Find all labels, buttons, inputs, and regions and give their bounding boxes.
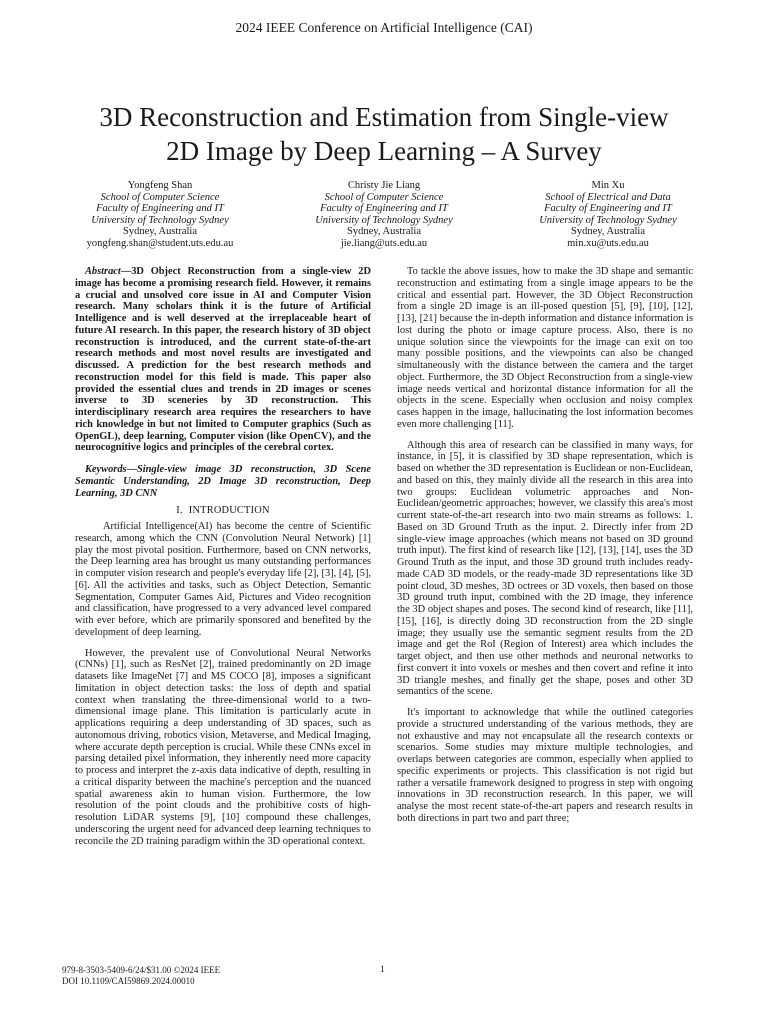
- author-email: min.xu@uts.edu.au: [567, 237, 649, 249]
- author-email: yongfeng.shan@student.uts.edu.au: [86, 237, 234, 249]
- author-faculty: Faculty of Engineering and IT: [320, 203, 448, 214]
- right-column: [397, 266, 693, 834]
- author-name: Min Xu: [591, 180, 625, 191]
- conference-header: 2024 IEEE Conference on Artificial Intelligence (CAI): [235, 20, 533, 35]
- author-name: Yongfeng Shan: [127, 180, 193, 191]
- author-name: Christy Jie Liang: [347, 180, 421, 191]
- abstract: [75, 266, 371, 454]
- right-paragraph-2: Although this area of research can be classified in many ways, for instance, in [5], it is classified by 3D shape representation, which is based on whether the 3D representation is Euclidean or non-Euclidean, and based on this, they mainly divide all the research in this area into two groups: Euclidean volumetric approaches and Non-Euclidean/geometric approaches; however, we classify this area's most current state-of-the-art research into two main streams as follows: 1. Based on 3D Ground Truth as the input. 2. Directly infer from 2D single-view image approaches (which means not based on 3D ground truth input). The first kind of research like [12], [13], [14], uses the 3D Ground Truth as the input, and those 3D ground truth includes ready-made CAD 3D models, or the ready-made 3D representations like 3D point cloud, 3D meshes, 3D octrees or 3D voxels, then based on those 3D ground truth input, combined with the 2D image, they inference the 3D object shapes and poses. The second kind of research, like [11], [15], [16], is directly doing 3D reconstruction from the 2D single image; they usually use the semantic segment results from the 2D image and get the RoI (Region of Interest) area which includes the target object, and then use other methods and neuronal networks to first convert it into voxels or meshes and then covert and refine it into 3D triangle meshes, and finally get the shape, poses and other 3D semantics of the scene.: [397, 439, 693, 698]
- right-paragraph-3: It's important to acknowledge that while the outlined categories provide a structured understanding of the various methods, they are not exhaustive and may not encapsulate all the research contexts or scenarios. Some studies may mixture multiple technologies, and overlaps between categories are common, especially when applied to specific experiments or projects. This classification is not rigid but rather a versatile framework designed to progress in step with ongoing innovations in 3D reconstruction research. In this paper, we will analyse the most recent state-of-the-art papers and research results in both directions in part two and part three;: [397, 707, 693, 824]
- title-line-2: 2D Image by Deep Learning – A Survey: [166, 136, 602, 166]
- author-location: Sydney, Australia: [347, 226, 421, 237]
- author-dept: School of Computer Science: [324, 191, 444, 203]
- author-university: University of Technology Sydney: [539, 214, 677, 226]
- section-title-initial: I: [188, 505, 193, 517]
- section-number: I.: [176, 505, 183, 517]
- author-dept: School of Computer Science: [100, 191, 220, 203]
- author-location: Sydney, Australia: [123, 226, 197, 237]
- page-number: 1: [380, 965, 385, 975]
- keywords: Keywords—Single-view image 3D reconstruction, 3D Scene Semantic Understanding, 2D Image 3D reconstruction, Deep Learning, 3D CNN: [75, 464, 371, 499]
- footer-isbn: 979-8-3503-5409-6/24/$31.00 ©2024 IEEE: [62, 965, 221, 975]
- author-2: [272, 180, 496, 249]
- author-location: Sydney, Australia: [571, 226, 645, 237]
- author-university: University of Technology Sydney: [315, 214, 453, 226]
- section-title-rest: NTRODUCTION: [192, 505, 270, 517]
- right-paragraph-1: To tackle the above issues, how to make the 3D shape and semantic reconstruction and estimating from a single image appears to be the critical and essential part. However, the 3D Object Reconstruction from a single 2D image is an ill-posed question [5], [9], [10], [12], [13], [21] because the in-depth information and distance information is lost during the photo or image capture process. Also, there is no unique solution since the viewpoints for the image can exit on too many possible positions, and the viewpoints can also be changed simultaneously with the distance between the camera and the target object. Furthermore, the 3D Object Reconstruction from a single-view image needs vertical and horizontal distance information for all the objects in the scene. Especially when occlusion and noisy complex cases happen in the image, hallucinating the lost information becomes even more challenging [11].: [397, 266, 693, 430]
- intro-paragraph-2: However, the prevalent use of Convolutional Neural Networks (CNNs) [1], such as ResNet [2], trained predominantly on 2D image datasets like ImageNet [7] and MS COCO [8], imposes a significant limitation in object detection tasks: the loss of depth and spatial context when translating the three-dimensional world to a two-dimensional image plane. This limitation is particularly acute in applications requiring a deep understanding of 3D spaces, such as autonomous driving, robotics vision, Metaverse, and Medical Imaging, where accurate depth perception is crucial. While these CNNs excel in parsing detailed pixel information, they inherently need more capacity to process and interpret the z-axis data indicative of depth, resulting in a critical disparity between the machine's perception and the nuanced spatial awareness akin to human vision. Furthermore, the low resolution of the point clouds and the prohibitive costs of high-resolution LiDAR systems [9], [10] compound these challenges, underscoring the urgent need for advanced deep learning techniques to reconcile the 2D training paradigm within the 3D operational context.: [75, 647, 371, 847]
- author-dept: School of Electrical and Data: [545, 191, 671, 203]
- author-faculty: Faculty of Engineering and IT: [96, 203, 224, 214]
- author-1: [48, 180, 272, 249]
- section-heading-introduction: [75, 505, 371, 517]
- left-column: [75, 266, 371, 856]
- paper-title: [40, 100, 728, 168]
- author-university: University of Technology Sydney: [91, 214, 229, 226]
- abstract-label: Abstract: [85, 266, 121, 277]
- title-line-1: 3D Reconstruction and Estimation from Single-view: [99, 102, 669, 132]
- author-faculty: Faculty of Engineering and IT: [544, 203, 672, 214]
- abstract-text: —3D Object Reconstruction from a single-view 2D image has become a promising research field. However, it remains a crucial and unsolved core issue in AI and Computer Vision research. Many scholars think it is the future of Artificial Intelligence and is well deserved at the irreplaceable heart of future AI research. In this paper, the research history of 3D object reconstruction is introduced, and the current state-of-the-art research methods and most novel results are investigated and discussed. A prediction for the best research methods and reconstruction model for this field is made. This paper also provided the essential clues and trends in 2D images or scenes inverse to 3D sceneries by 3D reconstruction. This interdisciplinary research area requires the researchers to have rich knowledge in but not limited to Computer graphics (Such as OpenGL), deep learning, Computer vision (like OpenCV), and the neurocognitive logics and principles of the cerebral cortex.: [75, 266, 371, 454]
- author-3: [496, 180, 720, 249]
- author-email: jie.liang@uts.edu.au: [340, 237, 428, 249]
- author-block: [48, 180, 720, 249]
- footer-copyright: [62, 965, 220, 987]
- footer-doi: DOI 10.1109/CAI59869.2024.00010: [62, 976, 195, 986]
- intro-paragraph-1: Artificial Intelligence(AI) has become the centre of Scientific research, among which the CNN (Convolution Neural Network) [1] play the most pivotal position. Furthermore, based on CNN networks, the Deep learning area has brought us many outstanding performances in computer vision research and people's everyday life [2], [3], [4], [5], [6]. All the activities and tasks, such as Object Detection, Semantic Segmentation, Computer Games Aid, Pictures and Video recognition and classification, have progressed to a very advanced level compared with ever before, which are primarily sponsored and benefited by the development of deep learning.: [75, 521, 371, 638]
